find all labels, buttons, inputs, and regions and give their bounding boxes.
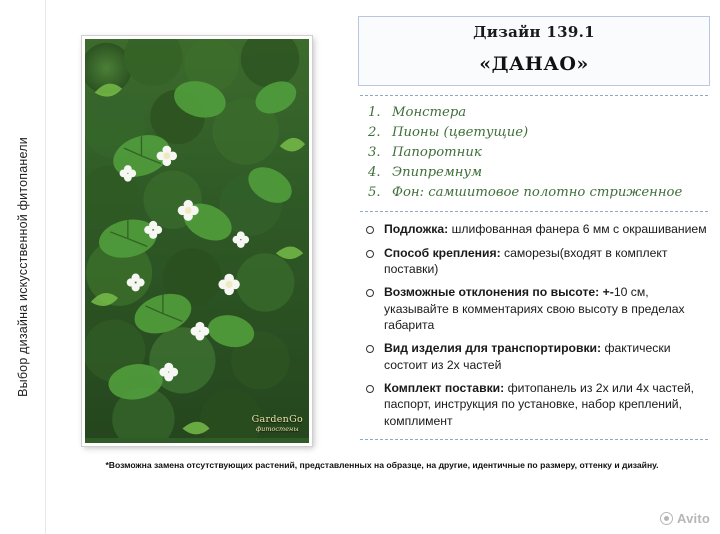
avito-watermark bbox=[660, 511, 710, 526]
vertical-sidebar bbox=[0, 0, 46, 534]
spec-label: Возможные отклонения по высоте: +- bbox=[384, 285, 614, 300]
spec-value: фактически состоит из 2х частей bbox=[384, 341, 671, 372]
brand-logo-name: GardenGo bbox=[251, 413, 303, 425]
photo-panel bbox=[54, 12, 346, 452]
list-item bbox=[362, 221, 710, 237]
title-box bbox=[358, 16, 710, 86]
list-item bbox=[362, 284, 710, 333]
spec-value: 10 см, указывайте в комментариях свою высоту в пределах габарита bbox=[384, 285, 685, 333]
brand-logo bbox=[252, 415, 303, 433]
avito-watermark-label: Avito bbox=[676, 511, 710, 526]
avito-logo-icon bbox=[660, 512, 673, 525]
plant-list bbox=[364, 103, 710, 203]
spec-value: шлифованная фанера 6 мм с окрашиванием bbox=[451, 222, 707, 237]
list-item bbox=[362, 380, 710, 429]
list-item: Монстера bbox=[392, 105, 467, 120]
divider-top bbox=[360, 95, 708, 96]
info-column bbox=[358, 12, 710, 452]
spec-value: саморезы(входят в комплект поставки) bbox=[384, 245, 668, 276]
brand-logo-sub: фитостены bbox=[256, 424, 299, 433]
spec-label: Комплект поставки: bbox=[384, 381, 505, 396]
slide-body bbox=[46, 0, 720, 534]
list-item: Эпипремнум bbox=[392, 165, 483, 181]
spec-label: Способ крепления: bbox=[384, 245, 501, 260]
list-item: Фон: самшитовое полотно стриженное bbox=[392, 185, 683, 201]
footnote: *Возможна замена отсутствующих растений, представленных на образце, на другие, идентичные по размеру, оттенку и дизайну. bbox=[105, 460, 659, 470]
divider-middle bbox=[360, 211, 708, 212]
design-number: Дизайн 139.1 bbox=[473, 23, 595, 41]
list-item bbox=[362, 245, 710, 278]
list-item bbox=[362, 340, 710, 373]
spec-label: Вид изделия для транспортировки: bbox=[384, 341, 602, 356]
content-row bbox=[54, 12, 710, 452]
list-item: Пионы (цветущие) bbox=[392, 125, 529, 141]
spec-label: Подложка: bbox=[384, 222, 449, 237]
list-item: Папоротник bbox=[392, 145, 482, 161]
divider-bottom bbox=[360, 439, 708, 440]
spec-value: фитопанель из 2х или 4х частей, паспорт, инструкция по установке, набор креплений, комплимент bbox=[384, 381, 695, 428]
sidebar-vertical-label: Выбор дизайна искусственной фитопанели bbox=[15, 137, 30, 397]
phytowall-photo bbox=[82, 36, 312, 446]
spec-list bbox=[362, 221, 710, 429]
phytowall-illustration bbox=[85, 39, 309, 438]
design-name: «ДАНАО» bbox=[479, 53, 589, 75]
